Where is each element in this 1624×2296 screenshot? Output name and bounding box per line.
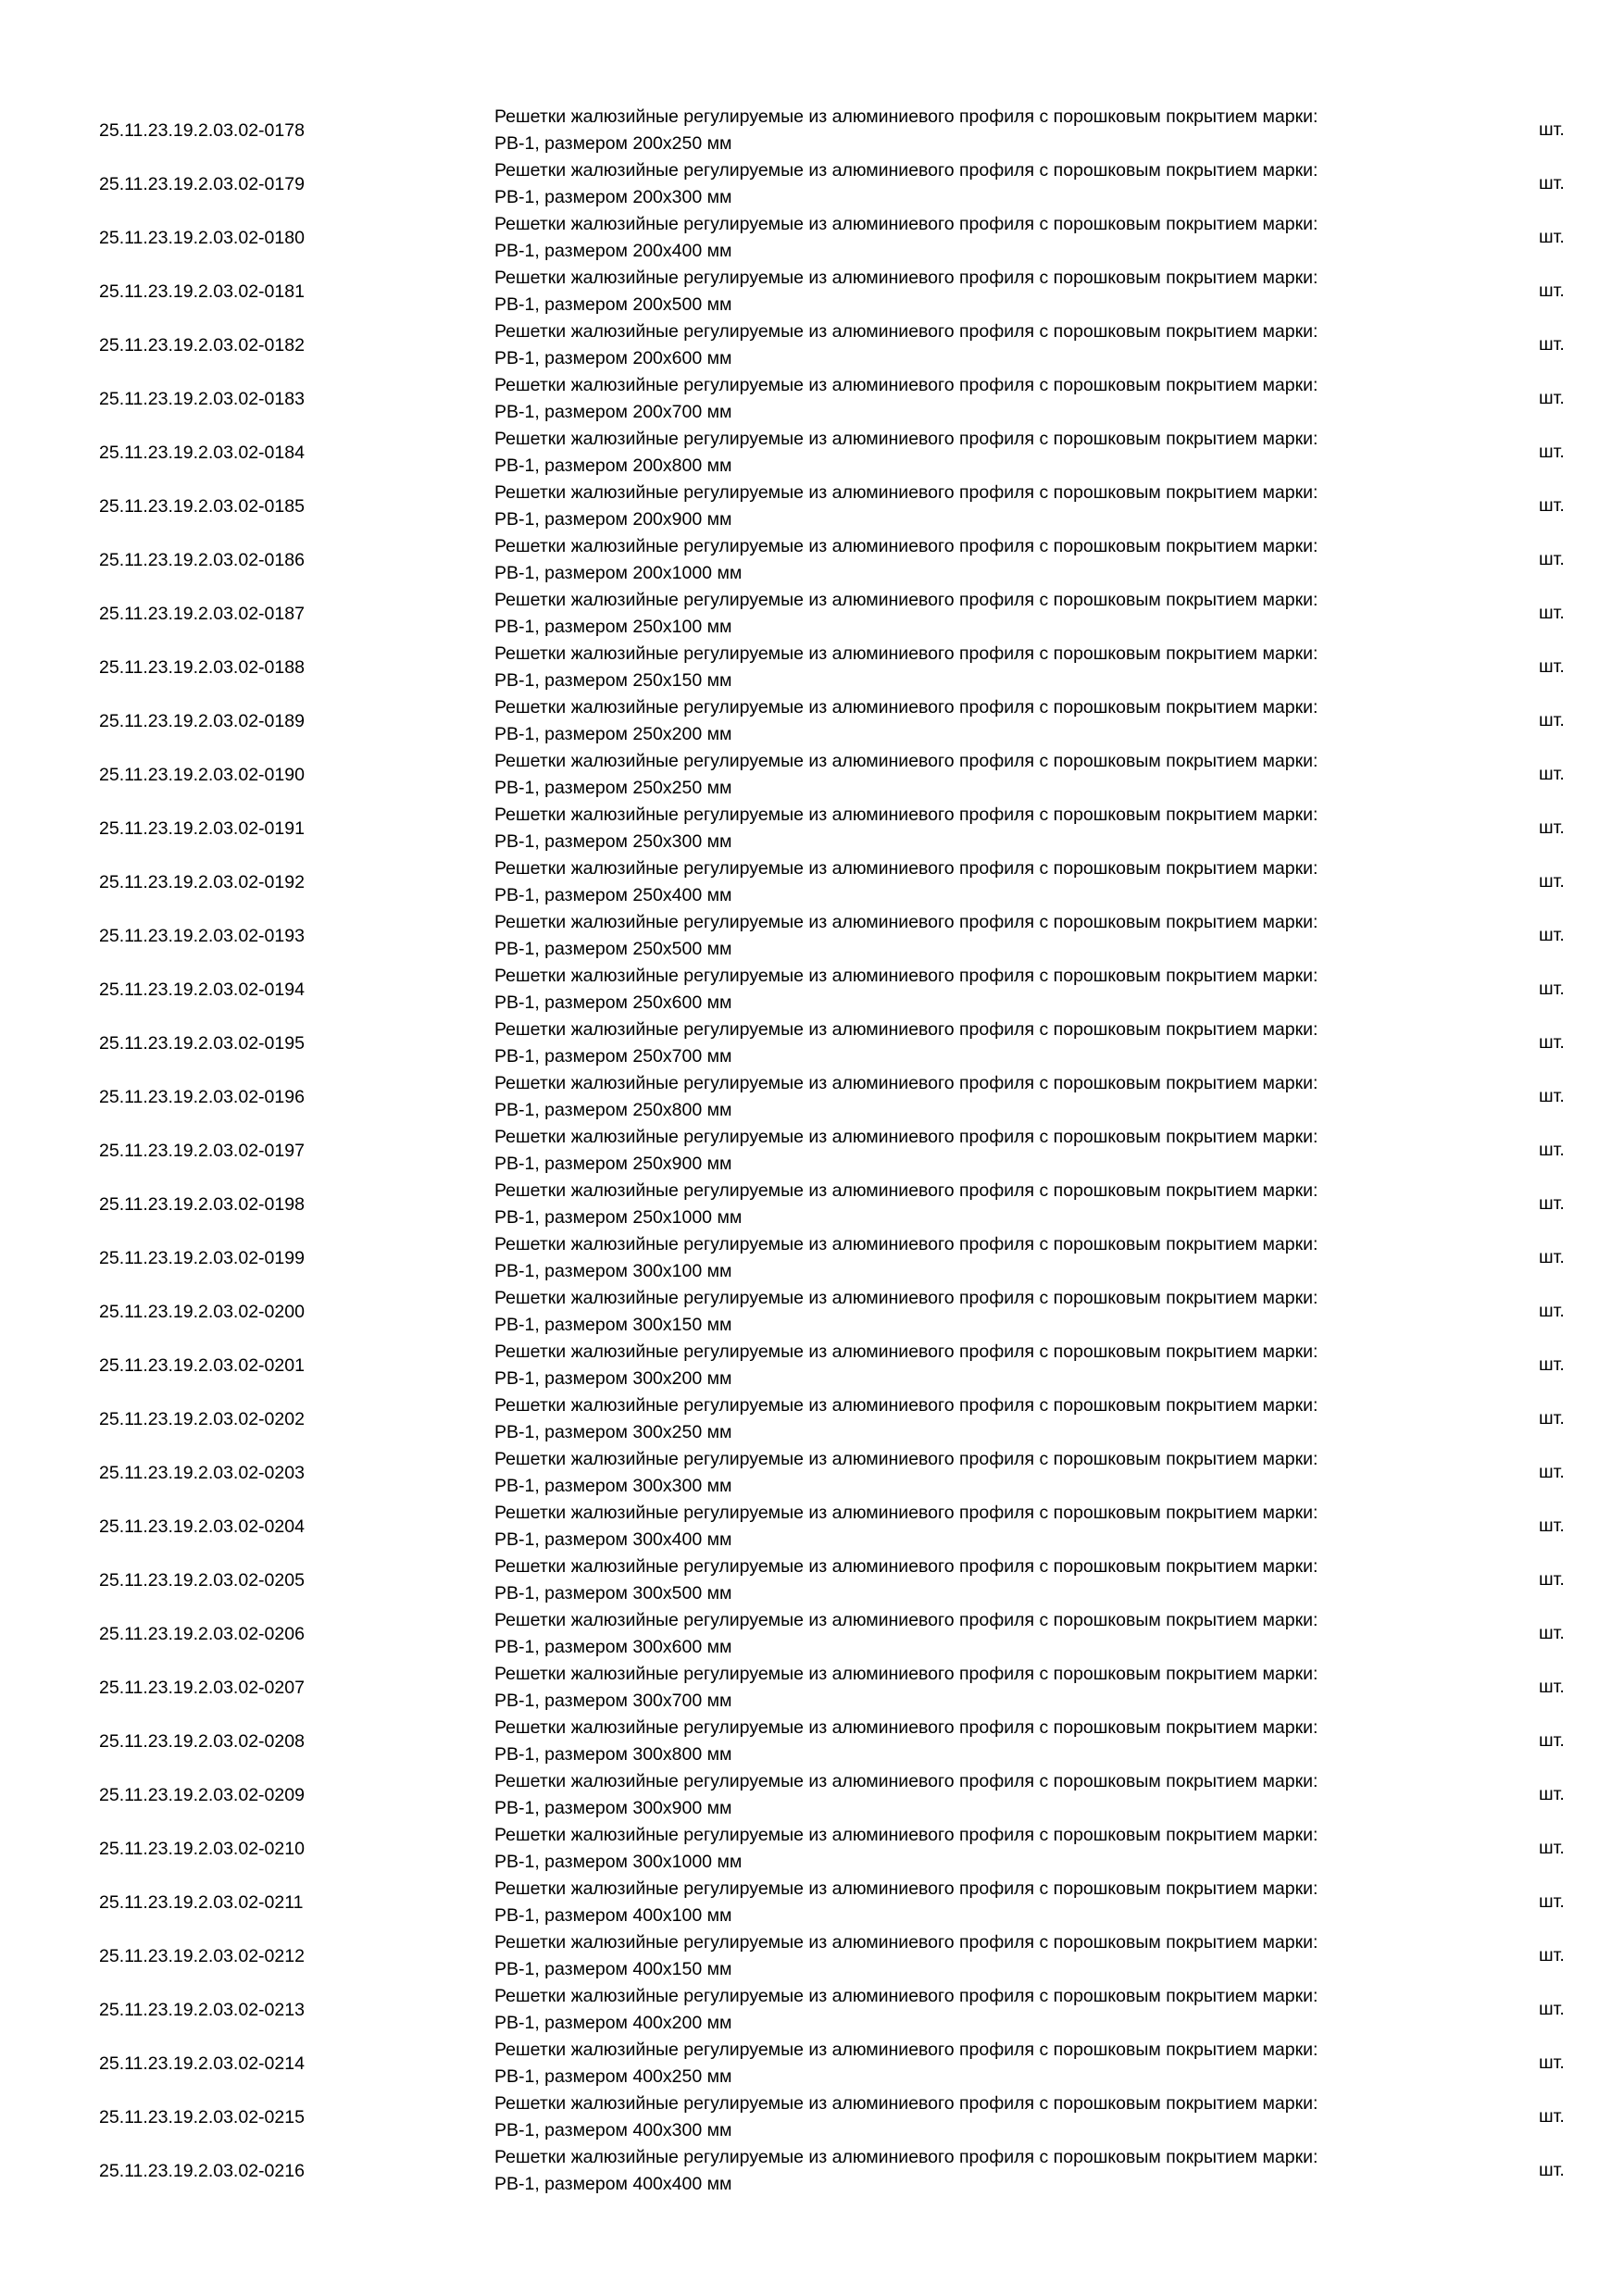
item-code: 25.11.23.19.2.03.02-0204	[99, 1516, 305, 1537]
table-row	[0, 157, 1624, 211]
item-unit: шт.	[1539, 2106, 1565, 2127]
item-unit: шт.	[1539, 119, 1565, 140]
description-line: Решетки жалюзийные регулируемые из алюминиевого профиля с порошковым покрытием марки:	[494, 697, 1318, 718]
description-line: Решетки жалюзийные регулируемые из алюминиевого профиля с порошковым покрытием марки:	[494, 1019, 1318, 1040]
item-description	[494, 533, 1476, 587]
description-line: Решетки жалюзийные регулируемые из алюминиевого профиля с порошковым покрытием марки:	[494, 1341, 1318, 1362]
description-line: Решетки жалюзийные регулируемые из алюминиевого профиля с порошковым покрытием марки:	[494, 1073, 1318, 1093]
item-description	[494, 426, 1476, 480]
item-code: 25.11.23.19.2.03.02-0187	[99, 604, 305, 624]
description-line: Решетки жалюзийные регулируемые из алюминиевого профиля с порошковым покрытием марки:	[494, 482, 1318, 503]
description-line: Решетки жалюзийные регулируемые из алюминиевого профиля с порошковым покрытием марки:	[494, 1878, 1318, 1899]
description-line: РВ-1, размером 250х900 мм	[494, 1154, 732, 1174]
table-row	[0, 1661, 1624, 1715]
item-description	[494, 1178, 1476, 1231]
item-code: 25.11.23.19.2.03.02-0205	[99, 1570, 305, 1591]
description-line: РВ-1, размером 250х150 мм	[494, 670, 732, 691]
item-description	[494, 1392, 1476, 1446]
description-line: Решетки жалюзийные регулируемые из алюминиевого профиля с порошковым покрытием марки:	[494, 536, 1318, 556]
description-line: РВ-1, размером 300х700 мм	[494, 1691, 732, 1711]
item-description	[494, 480, 1476, 533]
item-code: 25.11.23.19.2.03.02-0191	[99, 818, 305, 839]
item-description	[494, 104, 1476, 157]
item-code: 25.11.23.19.2.03.02-0194	[99, 980, 305, 1000]
description-line: Решетки жалюзийные регулируемые из алюминиевого профиля с порошковым покрытием марки:	[494, 2040, 1318, 2060]
table-row	[0, 480, 1624, 533]
table-row	[0, 211, 1624, 265]
description-line: РВ-1, размером 200х500 мм	[494, 294, 732, 315]
item-description	[494, 963, 1476, 1017]
item-code: 25.11.23.19.2.03.02-0215	[99, 2107, 305, 2128]
item-code: 25.11.23.19.2.03.02-0199	[99, 1248, 305, 1268]
item-code: 25.11.23.19.2.03.02-0186	[99, 550, 305, 570]
item-code: 25.11.23.19.2.03.02-0198	[99, 1194, 305, 1215]
description-line: Решетки жалюзийные регулируемые из алюминиевого профиля с порошковым покрытием марки:	[494, 268, 1318, 288]
item-code: 25.11.23.19.2.03.02-0184	[99, 443, 305, 463]
table-row	[0, 1178, 1624, 1231]
item-unit: шт.	[1539, 1193, 1565, 1214]
item-description	[494, 1876, 1476, 1929]
item-unit: шт.	[1539, 710, 1565, 730]
item-unit: шт.	[1539, 925, 1565, 945]
item-code: 25.11.23.19.2.03.02-0193	[99, 926, 305, 946]
item-unit: шт.	[1539, 1999, 1565, 2019]
table-row	[0, 1231, 1624, 1285]
table-row	[0, 1554, 1624, 1607]
item-unit: шт.	[1539, 1569, 1565, 1590]
description-line: Решетки жалюзийные регулируемые из алюминиевого профиля с порошковым покрытием марки:	[494, 2147, 1318, 2167]
description-line: РВ-1, размером 400х300 мм	[494, 2120, 732, 2140]
item-unit: шт.	[1539, 388, 1565, 408]
item-description	[494, 318, 1476, 372]
description-line: РВ-1, размером 300х400 мм	[494, 1529, 732, 1550]
description-line: Решетки жалюзийные регулируемые из алюминиевого профиля с порошковым покрытием марки:	[494, 643, 1318, 664]
description-line: Решетки жалюзийные регулируемые из алюминиевого профиля с порошковым покрытием марки:	[494, 1127, 1318, 1147]
description-line: РВ-1, размером 200х800 мм	[494, 455, 732, 476]
item-description	[494, 1500, 1476, 1554]
description-line: РВ-1, размером 400х250 мм	[494, 2066, 732, 2087]
description-line: Решетки жалюзийные регулируемые из алюминиевого профиля с порошковым покрытием марки:	[494, 858, 1318, 879]
item-description	[494, 748, 1476, 802]
description-line: Решетки жалюзийные регулируемые из алюминиевого профиля с порошковым покрытием марки:	[494, 1180, 1318, 1201]
item-description	[494, 2144, 1476, 2198]
description-line: РВ-1, размером 250х600 мм	[494, 992, 732, 1013]
item-description	[494, 1768, 1476, 1822]
item-description	[494, 1017, 1476, 1070]
table-row	[0, 1446, 1624, 1500]
description-line: Решетки жалюзийные регулируемые из алюминиевого профиля с порошковым покрытием марки:	[494, 375, 1318, 395]
description-line: РВ-1, размером 250х1000 мм	[494, 1207, 743, 1228]
item-unit: шт.	[1539, 1784, 1565, 1804]
description-line: РВ-1, размером 300х250 мм	[494, 1422, 732, 1442]
description-line: Решетки жалюзийные регулируемые из алюминиевого профиля с порошковым покрытием марки:	[494, 1610, 1318, 1630]
item-unit: шт.	[1539, 281, 1565, 301]
item-description	[494, 1446, 1476, 1500]
description-line: Решетки жалюзийные регулируемые из алюминиевого профиля с порошковым покрытием марки:	[494, 1395, 1318, 1416]
item-unit: шт.	[1539, 817, 1565, 838]
item-code: 25.11.23.19.2.03.02-0183	[99, 389, 305, 409]
item-unit: шт.	[1539, 656, 1565, 677]
item-unit: шт.	[1539, 1140, 1565, 1160]
item-description	[494, 1715, 1476, 1768]
item-unit: шт.	[1539, 495, 1565, 516]
item-unit: шт.	[1539, 1301, 1565, 1321]
item-description	[494, 1124, 1476, 1178]
item-description	[494, 587, 1476, 641]
table-row	[0, 1929, 1624, 1983]
table-row	[0, 1285, 1624, 1339]
description-line: РВ-1, размером 250х100 мм	[494, 617, 732, 637]
table-row	[0, 855, 1624, 909]
item-description	[494, 1983, 1476, 2037]
description-line: РВ-1, размером 300х600 мм	[494, 1637, 732, 1657]
table-row	[0, 533, 1624, 587]
table-row	[0, 1822, 1624, 1876]
description-line: РВ-1, размером 300х300 мм	[494, 1476, 732, 1496]
item-code: 25.11.23.19.2.03.02-0190	[99, 765, 305, 785]
description-line: Решетки жалюзийные регулируемые из алюминиевого профиля с порошковым покрытием марки:	[494, 751, 1318, 771]
description-line: РВ-1, размером 300х500 мм	[494, 1583, 732, 1603]
table-row	[0, 1983, 1624, 2037]
item-unit: шт.	[1539, 1623, 1565, 1643]
table-row	[0, 1392, 1624, 1446]
table-row	[0, 694, 1624, 748]
item-code: 25.11.23.19.2.03.02-0209	[99, 1785, 305, 1805]
description-line: Решетки жалюзийные регулируемые из алюминиевого профиля с порошковым покрытием марки:	[494, 1932, 1318, 1953]
description-line: РВ-1, размером 200х1000 мм	[494, 563, 743, 583]
description-line: РВ-1, размером 400х400 мм	[494, 2174, 732, 2194]
item-unit: шт.	[1539, 549, 1565, 569]
description-line: Решетки жалюзийные регулируемые из алюминиевого профиля с порошковым покрытием марки:	[494, 1556, 1318, 1577]
price-list-table	[0, 104, 1624, 2198]
description-line: РВ-1, размером 200х900 мм	[494, 509, 732, 530]
item-unit: шт.	[1539, 979, 1565, 999]
item-unit: шт.	[1539, 1086, 1565, 1106]
item-unit: шт.	[1539, 1838, 1565, 1858]
item-unit: шт.	[1539, 764, 1565, 784]
table-row	[0, 1017, 1624, 1070]
description-line: Решетки жалюзийные регулируемые из алюминиевого профиля с порошковым покрытием марки:	[494, 429, 1318, 449]
item-code: 25.11.23.19.2.03.02-0185	[99, 496, 305, 517]
item-unit: шт.	[1539, 1462, 1565, 1482]
description-line: РВ-1, размером 250х200 мм	[494, 724, 732, 744]
item-code: 25.11.23.19.2.03.02-0179	[99, 174, 305, 194]
item-unit: шт.	[1539, 1677, 1565, 1697]
item-description	[494, 1661, 1476, 1715]
description-line: Решетки жалюзийные регулируемые из алюминиевого профиля с порошковым покрытием марки:	[494, 1771, 1318, 1791]
item-unit: шт.	[1539, 1354, 1565, 1375]
table-row	[0, 372, 1624, 426]
item-code: 25.11.23.19.2.03.02-0206	[99, 1624, 305, 1644]
table-row	[0, 1768, 1624, 1822]
item-code: 25.11.23.19.2.03.02-0208	[99, 1731, 305, 1752]
description-line: Решетки жалюзийные регулируемые из алюминиевого профиля с порошковым покрытием марки:	[494, 321, 1318, 342]
item-description	[494, 1554, 1476, 1607]
description-line: Решетки жалюзийные регулируемые из алюминиевого профиля с порошковым покрытием марки:	[494, 1986, 1318, 2006]
description-line: РВ-1, размером 300х200 мм	[494, 1368, 732, 1389]
item-unit: шт.	[1539, 1408, 1565, 1429]
table-row	[0, 1500, 1624, 1554]
table-row	[0, 426, 1624, 480]
table-row	[0, 104, 1624, 157]
item-code: 25.11.23.19.2.03.02-0213	[99, 2000, 305, 2020]
item-unit: шт.	[1539, 2160, 1565, 2180]
description-line: РВ-1, размером 400х150 мм	[494, 1959, 732, 1979]
description-line: РВ-1, размером 200х300 мм	[494, 187, 732, 207]
item-code: 25.11.23.19.2.03.02-0182	[99, 335, 305, 356]
description-line: Решетки жалюзийные регулируемые из алюминиевого профиля с порошковым покрытием марки:	[494, 912, 1318, 932]
description-line: Решетки жалюзийные регулируемые из алюминиевого профиля с порошковым покрытием марки:	[494, 1503, 1318, 1523]
description-line: Решетки жалюзийные регулируемые из алюминиевого профиля с порошковым покрытием марки:	[494, 1449, 1318, 1469]
table-row	[0, 748, 1624, 802]
item-unit: шт.	[1539, 227, 1565, 247]
item-code: 25.11.23.19.2.03.02-0211	[99, 1892, 304, 1913]
description-line: Решетки жалюзийные регулируемые из алюминиевого профиля с порошковым покрытием марки:	[494, 2093, 1318, 2114]
item-code: 25.11.23.19.2.03.02-0202	[99, 1409, 305, 1429]
item-description	[494, 1607, 1476, 1661]
item-code: 25.11.23.19.2.03.02-0180	[99, 228, 305, 248]
description-line: РВ-1, размером 400х100 мм	[494, 1905, 732, 1926]
table-row	[0, 587, 1624, 641]
item-code: 25.11.23.19.2.03.02-0192	[99, 872, 305, 892]
description-line: РВ-1, размером 300х800 мм	[494, 1744, 732, 1765]
description-line: РВ-1, размером 200х600 мм	[494, 348, 732, 368]
description-line: РВ-1, размером 300х100 мм	[494, 1261, 732, 1281]
item-unit: шт.	[1539, 871, 1565, 892]
description-line: РВ-1, размером 300х900 мм	[494, 1798, 732, 1818]
item-code: 25.11.23.19.2.03.02-0200	[99, 1302, 305, 1322]
description-line: Решетки жалюзийные регулируемые из алюминиевого профиля с порошковым покрытием марки:	[494, 966, 1318, 986]
table-row	[0, 1339, 1624, 1392]
item-code: 25.11.23.19.2.03.02-0195	[99, 1033, 305, 1054]
item-description	[494, 372, 1476, 426]
table-row	[0, 641, 1624, 694]
description-line: РВ-1, размером 200х250 мм	[494, 133, 732, 154]
item-description	[494, 1231, 1476, 1285]
item-description	[494, 2037, 1476, 2090]
item-code: 25.11.23.19.2.03.02-0210	[99, 1839, 305, 1859]
table-row	[0, 1876, 1624, 1929]
description-line: Решетки жалюзийные регулируемые из алюминиевого профиля с порошковым покрытием марки:	[494, 1664, 1318, 1684]
table-row	[0, 2090, 1624, 2144]
item-description	[494, 1929, 1476, 1983]
table-row	[0, 802, 1624, 855]
item-code: 25.11.23.19.2.03.02-0207	[99, 1678, 305, 1698]
table-row	[0, 963, 1624, 1017]
description-line: РВ-1, размером 300х1000 мм	[494, 1852, 743, 1872]
description-line: РВ-1, размером 250х300 мм	[494, 831, 732, 852]
description-line: Решетки жалюзийные регулируемые из алюминиевого профиля с порошковым покрытием марки:	[494, 1234, 1318, 1254]
description-line: Решетки жалюзийные регулируемые из алюминиевого профиля с порошковым покрытием марки:	[494, 1717, 1318, 1738]
table-row	[0, 2144, 1624, 2198]
item-code: 25.11.23.19.2.03.02-0212	[99, 1946, 305, 1966]
table-row	[0, 909, 1624, 963]
item-description	[494, 2090, 1476, 2144]
item-unit: шт.	[1539, 603, 1565, 623]
table-row	[0, 1070, 1624, 1124]
item-description	[494, 1339, 1476, 1392]
description-line: РВ-1, размером 200х400 мм	[494, 241, 732, 261]
item-description	[494, 855, 1476, 909]
item-description	[494, 265, 1476, 318]
item-description	[494, 1822, 1476, 1876]
item-unit: шт.	[1539, 1032, 1565, 1053]
description-line: Решетки жалюзийные регулируемые из алюминиевого профиля с порошковым покрытием марки:	[494, 1825, 1318, 1845]
item-code: 25.11.23.19.2.03.02-0216	[99, 2161, 305, 2181]
item-description	[494, 157, 1476, 211]
description-line: Решетки жалюзийные регулируемые из алюминиевого профиля с порошковым покрытием марки:	[494, 106, 1318, 127]
description-line: РВ-1, размером 300х150 мм	[494, 1315, 732, 1335]
description-line: РВ-1, размером 400х200 мм	[494, 2013, 732, 2033]
item-unit: шт.	[1539, 442, 1565, 462]
description-line: РВ-1, размером 250х700 мм	[494, 1046, 732, 1067]
item-code: 25.11.23.19.2.03.02-0181	[99, 281, 305, 302]
description-line: Решетки жалюзийные регулируемые из алюминиевого профиля с порошковым покрытием марки:	[494, 805, 1318, 825]
description-line: РВ-1, размером 250х800 мм	[494, 1100, 732, 1120]
item-unit: шт.	[1539, 1945, 1565, 1965]
item-unit: шт.	[1539, 2053, 1565, 2073]
table-row	[0, 318, 1624, 372]
description-line: Решетки жалюзийные регулируемые из алюминиевого профиля с порошковым покрытием марки:	[494, 1288, 1318, 1308]
item-unit: шт.	[1539, 1516, 1565, 1536]
item-description	[494, 802, 1476, 855]
item-code: 25.11.23.19.2.03.02-0188	[99, 657, 305, 678]
item-code: 25.11.23.19.2.03.02-0189	[99, 711, 305, 731]
item-unit: шт.	[1539, 1247, 1565, 1267]
item-code: 25.11.23.19.2.03.02-0214	[99, 2053, 305, 2074]
description-line: Решетки жалюзийные регулируемые из алюминиевого профиля с порошковым покрытием марки:	[494, 160, 1318, 181]
item-code: 25.11.23.19.2.03.02-0201	[99, 1355, 305, 1376]
item-description	[494, 1070, 1476, 1124]
table-row	[0, 265, 1624, 318]
item-description	[494, 1285, 1476, 1339]
table-row	[0, 2037, 1624, 2090]
item-unit: шт.	[1539, 334, 1565, 355]
item-unit: шт.	[1539, 173, 1565, 193]
description-line: РВ-1, размером 250х500 мм	[494, 939, 732, 959]
description-line: РВ-1, размером 200х700 мм	[494, 402, 732, 422]
item-description	[494, 909, 1476, 963]
item-code: 25.11.23.19.2.03.02-0178	[99, 120, 305, 141]
table-row	[0, 1124, 1624, 1178]
description-line: Решетки жалюзийные регулируемые из алюминиевого профиля с порошковым покрытием марки:	[494, 214, 1318, 234]
item-unit: шт.	[1539, 1891, 1565, 1912]
item-description	[494, 694, 1476, 748]
item-code: 25.11.23.19.2.03.02-0197	[99, 1141, 305, 1161]
table-row	[0, 1607, 1624, 1661]
table-row	[0, 1715, 1624, 1768]
description-line: РВ-1, размером 250х250 мм	[494, 778, 732, 798]
item-unit: шт.	[1539, 1730, 1565, 1751]
item-code: 25.11.23.19.2.03.02-0203	[99, 1463, 305, 1483]
item-description	[494, 211, 1476, 265]
description-line: Решетки жалюзийные регулируемые из алюминиевого профиля с порошковым покрытием марки:	[494, 590, 1318, 610]
item-description	[494, 641, 1476, 694]
item-code: 25.11.23.19.2.03.02-0196	[99, 1087, 305, 1107]
description-line: РВ-1, размером 250х400 мм	[494, 885, 732, 905]
